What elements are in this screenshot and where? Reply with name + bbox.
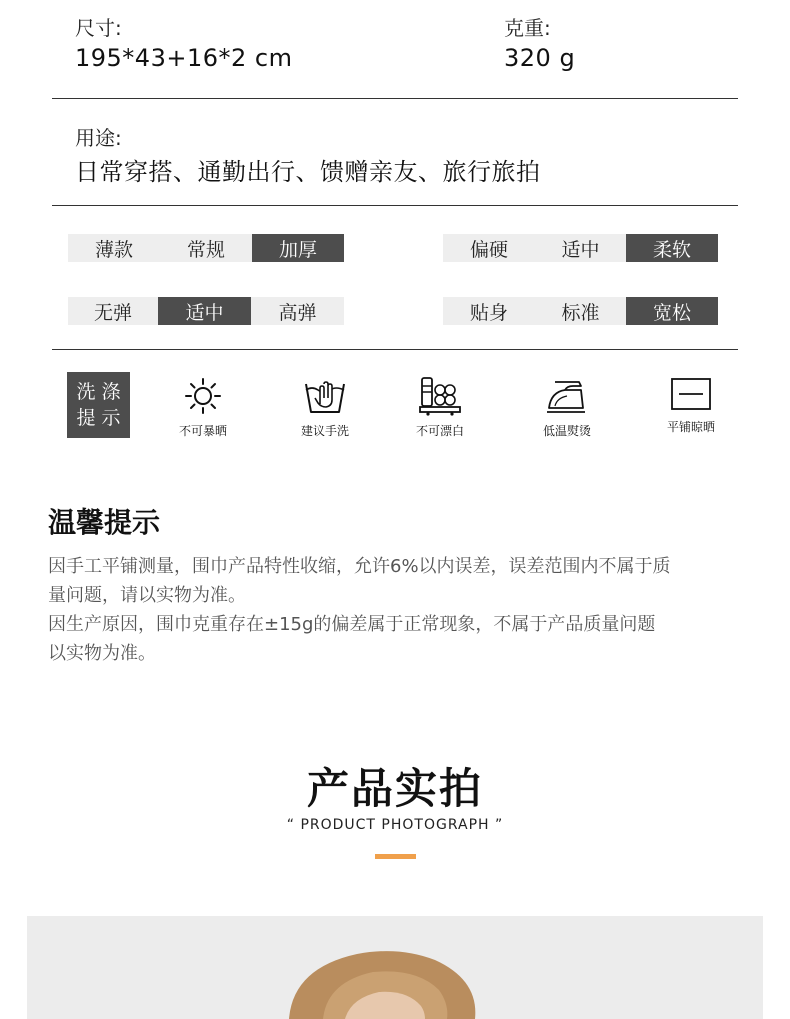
care-label: 平铺晾晒 [666, 420, 715, 434]
divider [52, 98, 738, 99]
size-value: 195*43+16*2 cm [75, 44, 293, 72]
tips-line: 以实物为准。 [48, 643, 156, 664]
elasticity-selector [68, 297, 344, 325]
elasticity-option-high: 高弹 [251, 297, 344, 325]
elasticity-option-moderate: 适中 [158, 297, 251, 325]
low-iron-icon [545, 376, 589, 416]
care-label: 不可暴晒 [178, 424, 227, 438]
fit-option-fitted: 贴身 [443, 297, 535, 325]
softness-option-moderate: 适中 [535, 234, 626, 262]
care-item-no-sun [158, 376, 248, 439]
size-label: 尺寸: [75, 16, 122, 40]
divider [52, 205, 738, 206]
tips-line: 因生产原因，围巾克重存在±15g的偏差属于正常现象，不属于产品质量问题 [48, 614, 656, 635]
hand-wash-icon [304, 376, 346, 416]
section-accent-bar [375, 854, 416, 859]
thickness-option-regular: 常规 [160, 234, 252, 262]
flat-dry-icon [670, 376, 712, 412]
tips-line: 量问题，请以实物为准。 [48, 585, 246, 606]
care-label: 低温熨烫 [542, 424, 591, 438]
care-label: 建议手洗 [300, 424, 349, 438]
usage-value: 日常穿搭、通勤出行、馈赠亲友、旅行旅拍 [75, 158, 541, 186]
tips-title: 温馨提示 [48, 506, 161, 539]
care-item-hand-wash [280, 376, 370, 439]
thickness-option-thin: 薄款 [68, 234, 160, 262]
thickness-option-thick: 加厚 [252, 234, 344, 262]
sun-icon [183, 376, 223, 416]
product-photo [27, 916, 763, 1019]
care-item-flat-dry [646, 376, 736, 435]
softness-option-soft: 柔软 [626, 234, 718, 262]
section-title: 产品实拍 [306, 764, 483, 813]
care-badge-line1: 洗 涤 [76, 381, 121, 403]
tips-line: 因手工平铺测量，围巾产品特性收缩，允许6%以内误差，误差范围内不属于质 [48, 556, 671, 577]
tips-text [48, 552, 748, 668]
fit-selector [443, 297, 718, 325]
thickness-selector [68, 234, 344, 262]
care-badge-line2: 提 示 [76, 407, 121, 429]
softness-option-stiff: 偏硬 [443, 234, 535, 262]
care-badge [67, 372, 130, 438]
softness-selector [443, 234, 718, 262]
care-item-low-iron [522, 376, 612, 439]
care-item-no-bleach [395, 376, 485, 439]
care-label: 不可漂白 [415, 424, 464, 438]
weight-value: 320 g [504, 44, 576, 72]
fit-option-standard: 标准 [535, 297, 626, 325]
weight-label: 克重: [504, 16, 551, 40]
elasticity-option-none: 无弹 [68, 297, 158, 325]
section-subtitle: “ PRODUCT PHOTOGRAPH ” [286, 817, 504, 833]
usage-label: 用途: [75, 126, 122, 150]
fit-option-loose: 宽松 [626, 297, 718, 325]
model-photo-icon [27, 916, 763, 1019]
no-bleach-icon [418, 376, 462, 416]
divider [52, 349, 738, 350]
